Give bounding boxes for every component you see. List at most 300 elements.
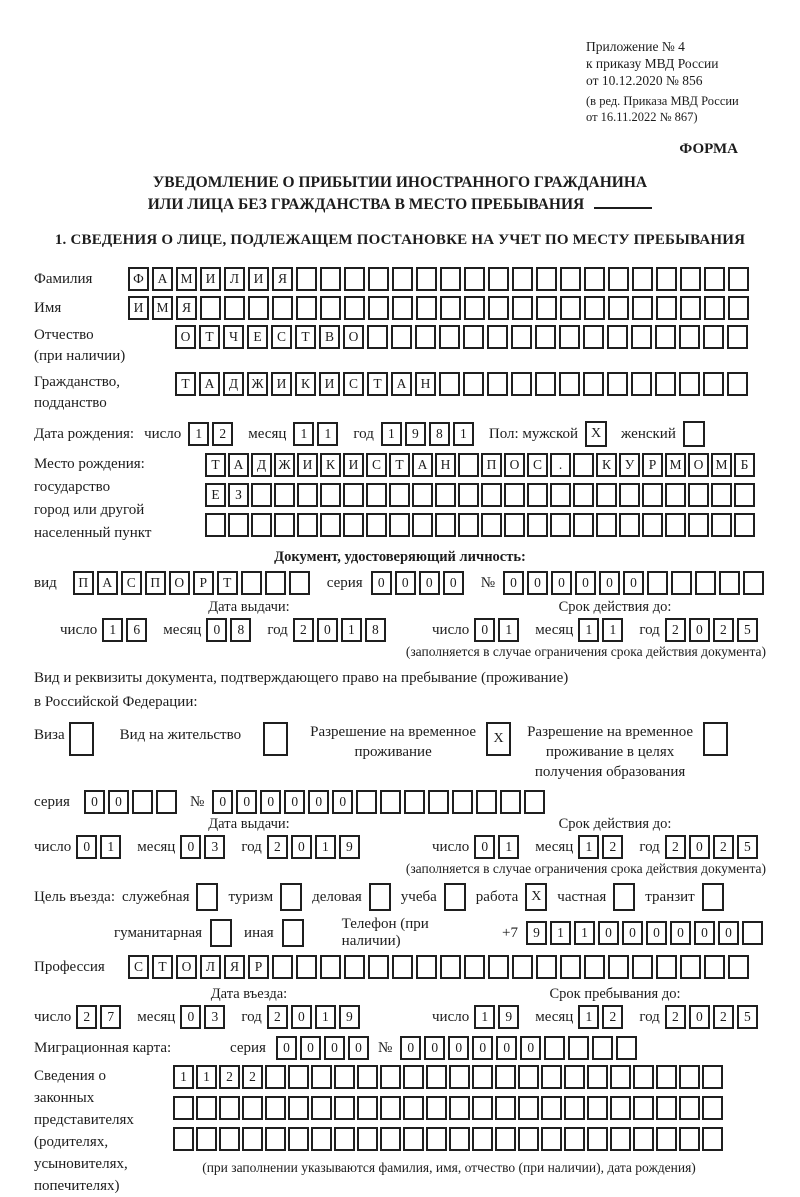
- char-cell[interactable]: [535, 372, 556, 396]
- char-cell[interactable]: [343, 513, 364, 537]
- char-cell[interactable]: [632, 955, 653, 979]
- other-checkbox[interactable]: [282, 919, 304, 947]
- char-cell[interactable]: 0: [670, 921, 691, 945]
- char-cell[interactable]: [403, 1065, 424, 1089]
- char-cell[interactable]: 0: [694, 921, 715, 945]
- char-cell[interactable]: [560, 296, 581, 320]
- char-cell[interactable]: О: [169, 571, 190, 595]
- char-cell[interactable]: [357, 1127, 378, 1151]
- char-cell[interactable]: Т: [152, 955, 173, 979]
- char-cell[interactable]: [711, 513, 732, 537]
- temp-permit-checkbox[interactable]: X: [486, 722, 511, 756]
- char-cell[interactable]: [320, 483, 341, 507]
- char-cell[interactable]: И: [248, 267, 269, 291]
- char-cell[interactable]: [607, 325, 628, 349]
- char-cell[interactable]: [512, 955, 533, 979]
- char-cell[interactable]: Е: [205, 483, 226, 507]
- char-cell[interactable]: [631, 372, 652, 396]
- char-cell[interactable]: М: [152, 296, 173, 320]
- char-cell[interactable]: [679, 1096, 700, 1120]
- char-cell[interactable]: [320, 513, 341, 537]
- char-cell[interactable]: [435, 513, 456, 537]
- char-cell[interactable]: С: [366, 453, 387, 477]
- char-cell[interactable]: [688, 483, 709, 507]
- char-cell[interactable]: [541, 1127, 562, 1151]
- char-cell[interactable]: 5: [737, 1005, 758, 1029]
- char-cell[interactable]: [426, 1096, 447, 1120]
- char-cell[interactable]: [500, 790, 521, 814]
- char-cell[interactable]: 0: [260, 790, 281, 814]
- char-cell[interactable]: [511, 325, 532, 349]
- char-cell[interactable]: [702, 1096, 723, 1120]
- char-cell[interactable]: [297, 513, 318, 537]
- char-cell[interactable]: [334, 1096, 355, 1120]
- char-cell[interactable]: 1: [381, 422, 402, 446]
- char-cell[interactable]: К: [295, 372, 316, 396]
- char-cell[interactable]: [596, 483, 617, 507]
- char-cell[interactable]: И: [271, 372, 292, 396]
- char-cell[interactable]: [289, 571, 310, 595]
- char-cell[interactable]: [559, 325, 580, 349]
- char-cell[interactable]: [288, 1096, 309, 1120]
- visa-checkbox[interactable]: [69, 722, 94, 756]
- char-cell[interactable]: [380, 1127, 401, 1151]
- char-cell[interactable]: 0: [300, 1036, 321, 1060]
- char-cell[interactable]: 0: [324, 1036, 345, 1060]
- char-cell[interactable]: 2: [665, 1005, 686, 1029]
- char-cell[interactable]: [439, 372, 460, 396]
- char-cell[interactable]: [389, 513, 410, 537]
- char-cell[interactable]: [728, 296, 749, 320]
- char-cell[interactable]: [334, 1065, 355, 1089]
- char-cell[interactable]: 0: [527, 571, 548, 595]
- char-cell[interactable]: [311, 1127, 332, 1151]
- char-cell[interactable]: [476, 790, 497, 814]
- char-cell[interactable]: Д: [223, 372, 244, 396]
- char-cell[interactable]: [679, 372, 700, 396]
- char-cell[interactable]: [704, 296, 725, 320]
- char-cell[interactable]: 1: [578, 618, 599, 642]
- char-cell[interactable]: А: [228, 453, 249, 477]
- char-cell[interactable]: 7: [100, 1005, 121, 1029]
- char-cell[interactable]: [274, 513, 295, 537]
- char-cell[interactable]: Ж: [247, 372, 268, 396]
- char-cell[interactable]: [743, 571, 764, 595]
- char-cell[interactable]: [573, 483, 594, 507]
- char-cell[interactable]: [560, 267, 581, 291]
- char-cell[interactable]: [366, 483, 387, 507]
- char-cell[interactable]: 2: [267, 835, 288, 859]
- char-cell[interactable]: 0: [332, 790, 353, 814]
- char-cell[interactable]: З: [228, 483, 249, 507]
- char-cell[interactable]: [196, 1127, 217, 1151]
- char-cell[interactable]: [488, 267, 509, 291]
- char-cell[interactable]: [656, 1065, 677, 1089]
- char-cell[interactable]: Р: [193, 571, 214, 595]
- char-cell[interactable]: 2: [267, 1005, 288, 1029]
- char-cell[interactable]: [366, 513, 387, 537]
- edu-permit-checkbox[interactable]: [703, 722, 728, 756]
- residence-permit-checkbox[interactable]: [263, 722, 288, 756]
- char-cell[interactable]: [702, 1127, 723, 1151]
- char-cell[interactable]: [296, 267, 317, 291]
- char-cell[interactable]: 5: [737, 618, 758, 642]
- char-cell[interactable]: [412, 483, 433, 507]
- char-cell[interactable]: [449, 1065, 470, 1089]
- char-cell[interactable]: Ж: [274, 453, 295, 477]
- char-cell[interactable]: [265, 1096, 286, 1120]
- char-cell[interactable]: 0: [718, 921, 739, 945]
- char-cell[interactable]: 2: [293, 618, 314, 642]
- char-cell[interactable]: 0: [598, 921, 619, 945]
- char-cell[interactable]: [632, 296, 653, 320]
- char-cell[interactable]: Я: [224, 955, 245, 979]
- char-cell[interactable]: 3: [204, 1005, 225, 1029]
- char-cell[interactable]: [656, 1096, 677, 1120]
- char-cell[interactable]: А: [97, 571, 118, 595]
- char-cell[interactable]: П: [481, 453, 502, 477]
- char-cell[interactable]: [728, 267, 749, 291]
- char-cell[interactable]: А: [199, 372, 220, 396]
- char-cell[interactable]: 0: [291, 835, 312, 859]
- char-cell[interactable]: [560, 955, 581, 979]
- char-cell[interactable]: [703, 372, 724, 396]
- char-cell[interactable]: [616, 1036, 637, 1060]
- char-cell[interactable]: [380, 1065, 401, 1089]
- char-cell[interactable]: [679, 1127, 700, 1151]
- char-cell[interactable]: 2: [212, 422, 233, 446]
- char-cell[interactable]: [472, 1127, 493, 1151]
- char-cell[interactable]: Н: [415, 372, 436, 396]
- char-cell[interactable]: Д: [251, 453, 272, 477]
- char-cell[interactable]: [248, 296, 269, 320]
- char-cell[interactable]: [403, 1127, 424, 1151]
- char-cell[interactable]: 6: [126, 618, 147, 642]
- char-cell[interactable]: С: [527, 453, 548, 477]
- char-cell[interactable]: К: [320, 453, 341, 477]
- char-cell[interactable]: [656, 955, 677, 979]
- char-cell[interactable]: Ч: [223, 325, 244, 349]
- char-cell[interactable]: [541, 1065, 562, 1089]
- char-cell[interactable]: [642, 483, 663, 507]
- char-cell[interactable]: [440, 955, 461, 979]
- char-cell[interactable]: [518, 1096, 539, 1120]
- char-cell[interactable]: [368, 296, 389, 320]
- char-cell[interactable]: 1: [102, 618, 123, 642]
- char-cell[interactable]: 0: [291, 1005, 312, 1029]
- char-cell[interactable]: 0: [689, 835, 710, 859]
- char-cell[interactable]: 1: [100, 835, 121, 859]
- char-cell[interactable]: И: [343, 453, 364, 477]
- char-cell[interactable]: [631, 325, 652, 349]
- char-cell[interactable]: 8: [429, 422, 450, 446]
- char-cell[interactable]: М: [665, 453, 686, 477]
- char-cell[interactable]: 1: [341, 618, 362, 642]
- char-cell[interactable]: 0: [84, 790, 105, 814]
- official-checkbox[interactable]: [196, 883, 218, 911]
- char-cell[interactable]: [205, 513, 226, 537]
- char-cell[interactable]: [587, 1065, 608, 1089]
- char-cell[interactable]: [512, 267, 533, 291]
- char-cell[interactable]: 0: [206, 618, 227, 642]
- char-cell[interactable]: [274, 483, 295, 507]
- char-cell[interactable]: 1: [578, 835, 599, 859]
- char-cell[interactable]: [536, 955, 557, 979]
- char-cell[interactable]: [592, 1036, 613, 1060]
- char-cell[interactable]: 2: [713, 835, 734, 859]
- business-checkbox[interactable]: [369, 883, 391, 911]
- char-cell[interactable]: [132, 790, 153, 814]
- char-cell[interactable]: [173, 1096, 194, 1120]
- char-cell[interactable]: [495, 1127, 516, 1151]
- char-cell[interactable]: 0: [551, 571, 572, 595]
- char-cell[interactable]: [357, 1096, 378, 1120]
- char-cell[interactable]: [320, 267, 341, 291]
- char-cell[interactable]: [518, 1065, 539, 1089]
- char-cell[interactable]: [665, 513, 686, 537]
- male-checkbox[interactable]: X: [585, 421, 607, 447]
- char-cell[interactable]: [518, 1127, 539, 1151]
- char-cell[interactable]: 2: [219, 1065, 240, 1089]
- char-cell[interactable]: 0: [419, 571, 440, 595]
- char-cell[interactable]: М: [711, 453, 732, 477]
- char-cell[interactable]: [633, 1096, 654, 1120]
- char-cell[interactable]: 2: [76, 1005, 97, 1029]
- char-cell[interactable]: 0: [395, 571, 416, 595]
- char-cell[interactable]: [219, 1096, 240, 1120]
- char-cell[interactable]: [265, 1127, 286, 1151]
- char-cell[interactable]: 9: [498, 1005, 519, 1029]
- char-cell[interactable]: [412, 513, 433, 537]
- char-cell[interactable]: [679, 325, 700, 349]
- char-cell[interactable]: [584, 296, 605, 320]
- char-cell[interactable]: [458, 513, 479, 537]
- char-cell[interactable]: [608, 296, 629, 320]
- char-cell[interactable]: [392, 296, 413, 320]
- char-cell[interactable]: [536, 267, 557, 291]
- char-cell[interactable]: 0: [575, 571, 596, 595]
- char-cell[interactable]: [727, 372, 748, 396]
- char-cell[interactable]: [481, 483, 502, 507]
- work-checkbox[interactable]: X: [525, 883, 547, 911]
- char-cell[interactable]: Б: [734, 453, 755, 477]
- char-cell[interactable]: Л: [200, 955, 221, 979]
- char-cell[interactable]: [265, 571, 286, 595]
- char-cell[interactable]: Ф: [128, 267, 149, 291]
- char-cell[interactable]: [535, 325, 556, 349]
- char-cell[interactable]: [311, 1096, 332, 1120]
- char-cell[interactable]: [573, 513, 594, 537]
- char-cell[interactable]: С: [128, 955, 149, 979]
- char-cell[interactable]: 0: [448, 1036, 469, 1060]
- char-cell[interactable]: 1: [293, 422, 314, 446]
- char-cell[interactable]: 1: [602, 618, 623, 642]
- char-cell[interactable]: [344, 296, 365, 320]
- char-cell[interactable]: У: [619, 453, 640, 477]
- char-cell[interactable]: [727, 325, 748, 349]
- char-cell[interactable]: [356, 790, 377, 814]
- char-cell[interactable]: 0: [212, 790, 233, 814]
- char-cell[interactable]: [488, 955, 509, 979]
- char-cell[interactable]: [680, 955, 701, 979]
- char-cell[interactable]: [463, 325, 484, 349]
- char-cell[interactable]: 1: [188, 422, 209, 446]
- char-cell[interactable]: [633, 1065, 654, 1089]
- char-cell[interactable]: [288, 1065, 309, 1089]
- char-cell[interactable]: [656, 296, 677, 320]
- char-cell[interactable]: 0: [474, 835, 495, 859]
- char-cell[interactable]: 5: [737, 835, 758, 859]
- char-cell[interactable]: [728, 955, 749, 979]
- char-cell[interactable]: О: [504, 453, 525, 477]
- char-cell[interactable]: [564, 1096, 585, 1120]
- char-cell[interactable]: 2: [665, 835, 686, 859]
- char-cell[interactable]: [671, 571, 692, 595]
- char-cell[interactable]: [368, 955, 389, 979]
- char-cell[interactable]: [389, 483, 410, 507]
- char-cell[interactable]: [504, 513, 525, 537]
- char-cell[interactable]: П: [73, 571, 94, 595]
- char-cell[interactable]: 2: [242, 1065, 263, 1089]
- char-cell[interactable]: [392, 955, 413, 979]
- char-cell[interactable]: Я: [176, 296, 197, 320]
- char-cell[interactable]: [449, 1096, 470, 1120]
- char-cell[interactable]: 0: [622, 921, 643, 945]
- char-cell[interactable]: [642, 513, 663, 537]
- tourism-checkbox[interactable]: [280, 883, 302, 911]
- char-cell[interactable]: О: [176, 955, 197, 979]
- char-cell[interactable]: [587, 1127, 608, 1151]
- char-cell[interactable]: Т: [175, 372, 196, 396]
- char-cell[interactable]: [344, 955, 365, 979]
- char-cell[interactable]: [619, 513, 640, 537]
- char-cell[interactable]: [357, 1065, 378, 1089]
- char-cell[interactable]: Т: [217, 571, 238, 595]
- char-cell[interactable]: [541, 1096, 562, 1120]
- char-cell[interactable]: Е: [247, 325, 268, 349]
- char-cell[interactable]: О: [343, 325, 364, 349]
- char-cell[interactable]: 9: [405, 422, 426, 446]
- char-cell[interactable]: Т: [199, 325, 220, 349]
- char-cell[interactable]: [564, 1065, 585, 1089]
- char-cell[interactable]: [688, 513, 709, 537]
- char-cell[interactable]: [297, 483, 318, 507]
- char-cell[interactable]: 0: [76, 835, 97, 859]
- char-cell[interactable]: 0: [371, 571, 392, 595]
- char-cell[interactable]: [608, 267, 629, 291]
- char-cell[interactable]: [439, 325, 460, 349]
- char-cell[interactable]: [458, 483, 479, 507]
- char-cell[interactable]: 1: [578, 1005, 599, 1029]
- char-cell[interactable]: 8: [230, 618, 251, 642]
- char-cell[interactable]: И: [128, 296, 149, 320]
- char-cell[interactable]: [610, 1127, 631, 1151]
- char-cell[interactable]: [242, 1096, 263, 1120]
- char-cell[interactable]: [391, 325, 412, 349]
- char-cell[interactable]: [573, 453, 594, 477]
- char-cell[interactable]: [704, 955, 725, 979]
- char-cell[interactable]: 1: [550, 921, 571, 945]
- char-cell[interactable]: [449, 1127, 470, 1151]
- char-cell[interactable]: [403, 1096, 424, 1120]
- char-cell[interactable]: 2: [602, 835, 623, 859]
- char-cell[interactable]: [265, 1065, 286, 1089]
- char-cell[interactable]: 0: [623, 571, 644, 595]
- char-cell[interactable]: [584, 267, 605, 291]
- char-cell[interactable]: И: [200, 267, 221, 291]
- char-cell[interactable]: Т: [205, 453, 226, 477]
- char-cell[interactable]: 0: [503, 571, 524, 595]
- char-cell[interactable]: [440, 296, 461, 320]
- char-cell[interactable]: 3: [204, 835, 225, 859]
- char-cell[interactable]: [464, 296, 485, 320]
- char-cell[interactable]: [200, 296, 221, 320]
- char-cell[interactable]: [495, 1096, 516, 1120]
- char-cell[interactable]: [619, 483, 640, 507]
- char-cell[interactable]: [228, 513, 249, 537]
- char-cell[interactable]: [656, 267, 677, 291]
- char-cell[interactable]: [632, 267, 653, 291]
- private-checkbox[interactable]: [613, 883, 635, 911]
- char-cell[interactable]: [452, 790, 473, 814]
- char-cell[interactable]: Р: [248, 955, 269, 979]
- char-cell[interactable]: [392, 267, 413, 291]
- char-cell[interactable]: [272, 955, 293, 979]
- char-cell[interactable]: Я: [272, 267, 293, 291]
- char-cell[interactable]: Т: [367, 372, 388, 396]
- char-cell[interactable]: [703, 325, 724, 349]
- char-cell[interactable]: [524, 790, 545, 814]
- char-cell[interactable]: [472, 1096, 493, 1120]
- char-cell[interactable]: А: [152, 267, 173, 291]
- char-cell[interactable]: [464, 267, 485, 291]
- char-cell[interactable]: 1: [196, 1065, 217, 1089]
- char-cell[interactable]: [680, 267, 701, 291]
- char-cell[interactable]: 8: [365, 618, 386, 642]
- char-cell[interactable]: [463, 372, 484, 396]
- char-cell[interactable]: 9: [339, 1005, 360, 1029]
- char-cell[interactable]: О: [688, 453, 709, 477]
- char-cell[interactable]: [527, 513, 548, 537]
- char-cell[interactable]: [487, 325, 508, 349]
- char-cell[interactable]: [734, 483, 755, 507]
- char-cell[interactable]: [458, 453, 479, 477]
- char-cell[interactable]: [596, 513, 617, 537]
- study-checkbox[interactable]: [444, 883, 466, 911]
- char-cell[interactable]: 0: [236, 790, 257, 814]
- char-cell[interactable]: А: [412, 453, 433, 477]
- char-cell[interactable]: [311, 1065, 332, 1089]
- char-cell[interactable]: С: [121, 571, 142, 595]
- char-cell[interactable]: [680, 296, 701, 320]
- char-cell[interactable]: А: [391, 372, 412, 396]
- char-cell[interactable]: [487, 372, 508, 396]
- char-cell[interactable]: [734, 513, 755, 537]
- char-cell[interactable]: [343, 483, 364, 507]
- char-cell[interactable]: [610, 1065, 631, 1089]
- char-cell[interactable]: [219, 1127, 240, 1151]
- char-cell[interactable]: [512, 296, 533, 320]
- char-cell[interactable]: [511, 372, 532, 396]
- char-cell[interactable]: [583, 372, 604, 396]
- char-cell[interactable]: [251, 513, 272, 537]
- char-cell[interactable]: [288, 1127, 309, 1151]
- char-cell[interactable]: 0: [689, 618, 710, 642]
- char-cell[interactable]: [368, 267, 389, 291]
- char-cell[interactable]: [607, 372, 628, 396]
- char-cell[interactable]: [426, 1065, 447, 1089]
- char-cell[interactable]: 2: [602, 1005, 623, 1029]
